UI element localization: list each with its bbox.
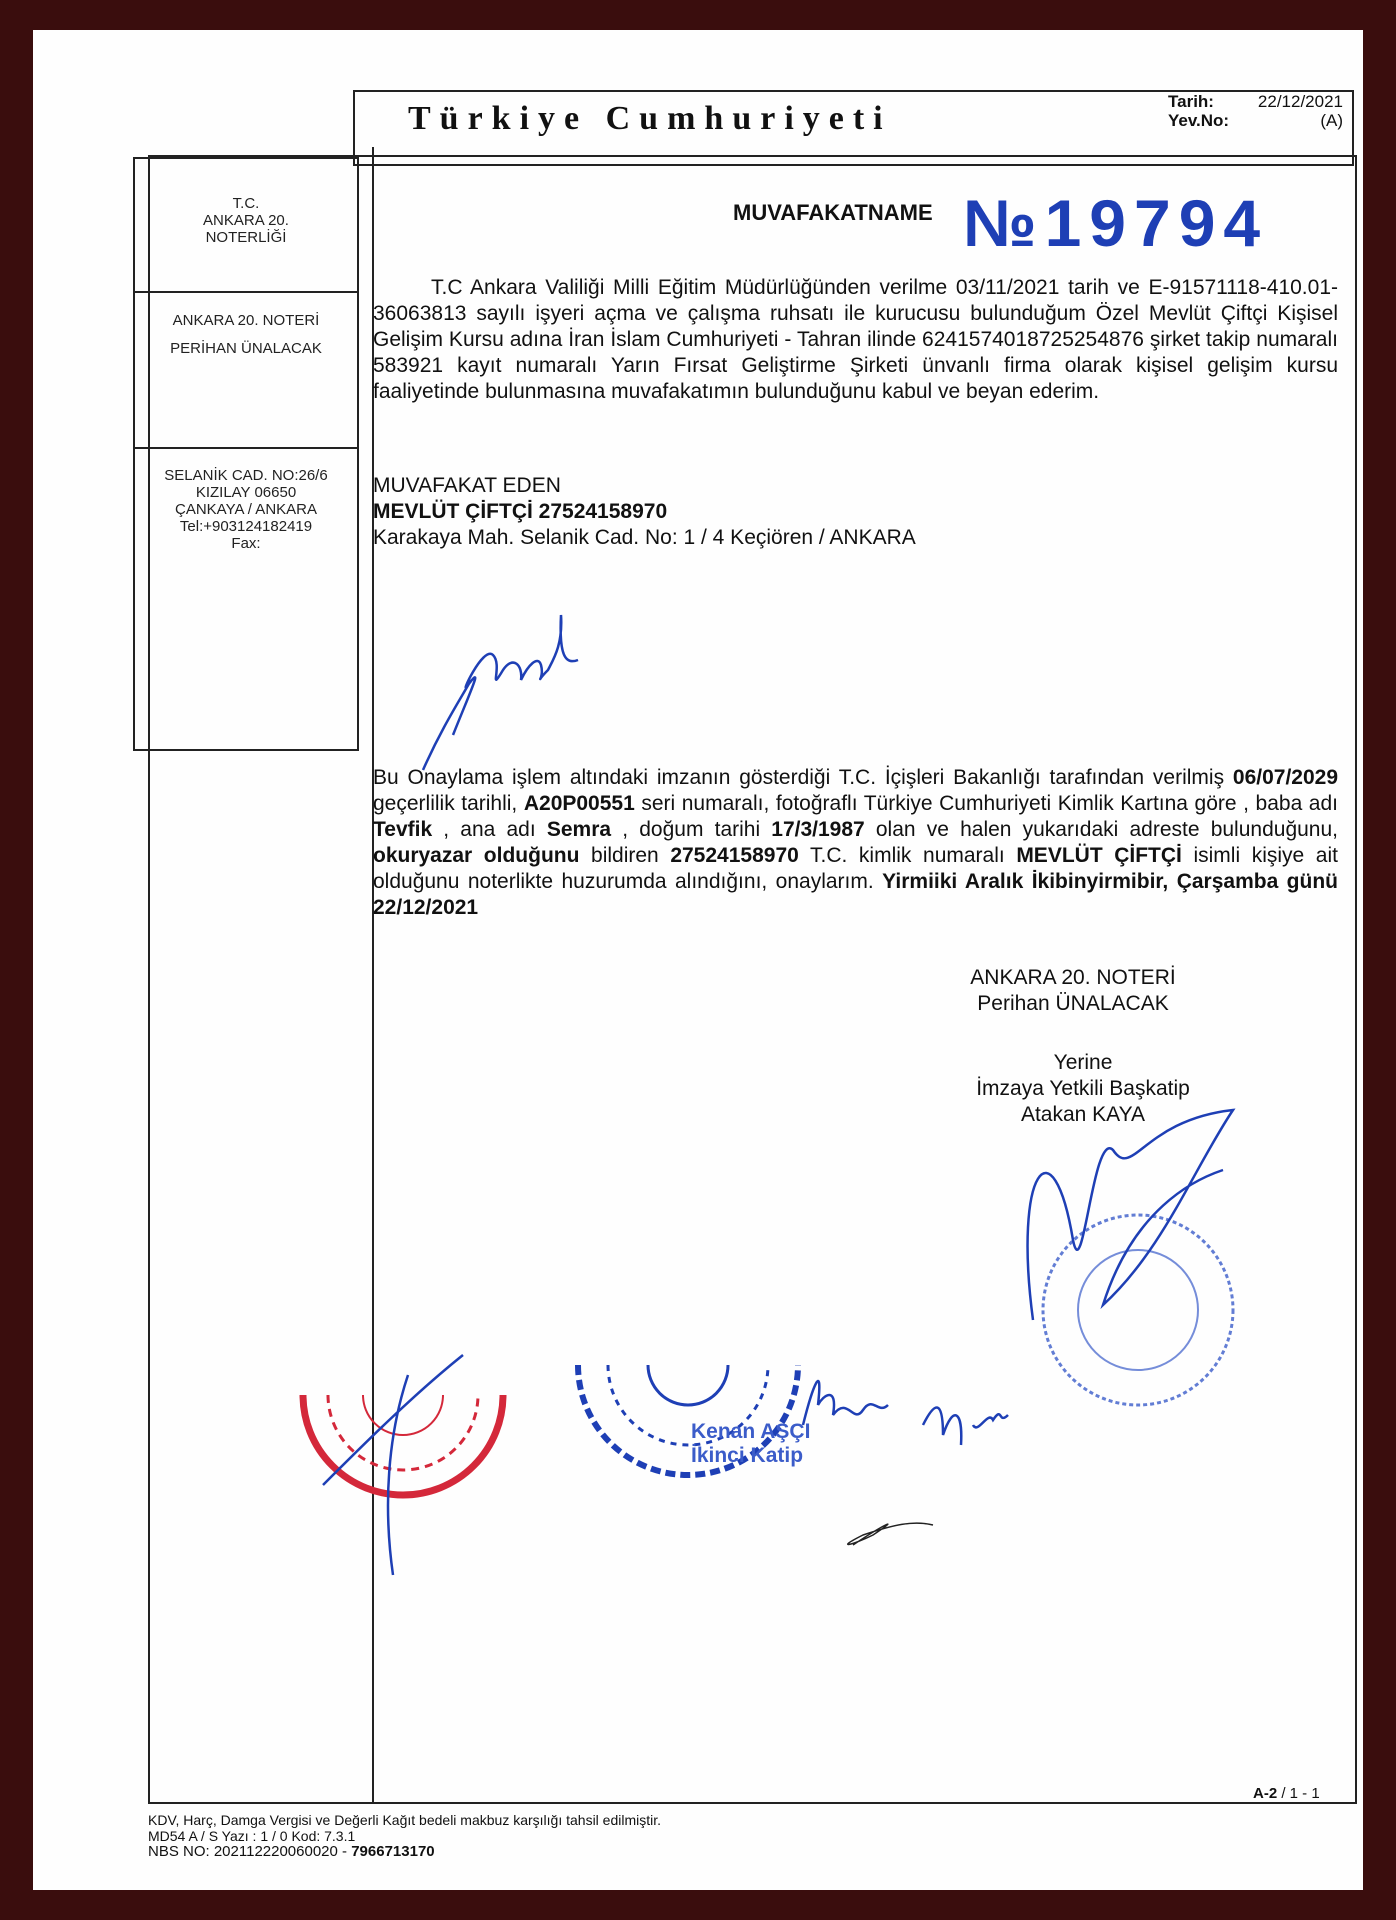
clerk-name: Atakan KAYA: [1020, 1103, 1146, 1126]
cert-text: geçerlilik tarihli,: [373, 792, 524, 815]
date-block: [1168, 92, 1343, 130]
page-count: / 1 - 1: [1277, 1785, 1320, 1802]
cert-name: MEVLÜT ÇİFTÇİ: [1016, 844, 1182, 867]
date-label: Tarih:: [1168, 92, 1214, 111]
notary-office: ANKARA 20. NOTERİ: [172, 312, 320, 329]
notary-box: [135, 293, 357, 449]
page-number: [1253, 1785, 1320, 1802]
clerk-signature: [793, 1365, 1063, 1565]
cert-id: 27524158970: [670, 844, 799, 867]
footer-nbs-code: 7966713170: [351, 1843, 435, 1860]
office-line: ANKARA 20.: [203, 212, 289, 229]
date-value: 22/12/2021: [1257, 92, 1343, 111]
notary-name: PERİHAN ÜNALACAK: [170, 340, 322, 357]
address-line: ÇANKAYA / ANKARA: [175, 501, 317, 518]
certification-text: [373, 765, 1338, 921]
consenter-signature: [413, 585, 593, 775]
stamp-clerk-name: Kenan AŞÇI: [691, 1420, 811, 1443]
left-column: [133, 157, 359, 751]
footer-nbs: NBS NO: 202112220060020 -: [148, 1843, 352, 1860]
clerk-title: İmzaya Yetkili Başkatip: [976, 1077, 1190, 1100]
cert-father: Tevfik: [373, 818, 433, 841]
cert-mother: Semra: [546, 818, 612, 841]
document-number: №19794: [963, 186, 1269, 260]
cert-text: , ana adı: [432, 818, 547, 841]
cert-birthdate: 17/3/1987: [771, 818, 865, 841]
cert-text: Bu Onaylama işlem altındaki imzanın gösterdiği T.C. İçişleri Bakanlığı tarafından verilmiş: [373, 766, 1233, 789]
country-title: Türkiye Cumhuriyeti: [408, 100, 892, 137]
cert-text: isimli kişiye ait olduğunu noterlikte huzurumda alındığını, onaylarım.: [373, 844, 1338, 893]
notary-seal: [993, 1090, 1253, 1370]
page-code: A-2: [1253, 1785, 1278, 1802]
instead-label: Yerine: [1053, 1051, 1113, 1074]
yevno-value: (A): [1320, 111, 1343, 130]
document-title: MUVAFAKATNAME: [733, 200, 933, 225]
yevno-label: Yev.No:: [1168, 111, 1230, 130]
stamp-clerk-title: İkinci Katip: [691, 1444, 804, 1467]
notary-name: Perihan ÜNALACAK: [977, 992, 1169, 1015]
office-box: [135, 159, 357, 293]
cert-text: olan ve halen yukarıdaki adreste bulunduğunu,: [864, 818, 1338, 841]
address-line: SELANİK CAD. NO:26/6: [164, 467, 328, 484]
consenter-block: [373, 473, 916, 551]
footer-code: MD54 A / S Yazı : 1 / 0 Kod: 7.3.1: [148, 1828, 356, 1844]
cert-text: bildiren: [579, 844, 671, 867]
footer-tax-note: KDV, Harç, Damga Vergisi ve Değerli Kağıt bedeli makbuz karşılığı tahsil edilmiştir.: [148, 1812, 662, 1828]
address-line: KIZILAY 06650: [195, 484, 297, 501]
address-line: Fax:: [231, 535, 261, 552]
cert-date: Yirmiiki Aralık İkibinyirmibir, Çarşamba günü 22/12/2021: [373, 870, 1338, 919]
consent-body: T.C Ankara Valiliği Milli Eğitim Müdürlüğünden verilme 03/11/2021 tarih ve E-91571118-410.01-36063813 sayılı işyeri açma ve çalışma ruhsatı ile kurucusu bulunduğum Özel Mevlüt Çiftçi Kişisel Gelişim Kursu adına İran İslam Cumhuriyeti - Tahran ilinde 6241574018725254876 şirket takip numaralı 583921 kayıt numaralı Yarın Fırsat Geliştirme Şirketi ünvanlı firma olarak kişisel gelişim kursu faaliyetinde bulunmasına muvafakatımın bulunduğunu kabul ve beyan ederim.: [373, 276, 1338, 403]
office-line: NOTERLİĞİ: [205, 229, 287, 246]
cert-valid-date: 06/07/2029: [1232, 766, 1338, 789]
address-line: Tel:+903124182419: [179, 518, 313, 535]
address-box: [135, 449, 357, 745]
document-page: [33, 30, 1363, 1890]
cert-text: seri numaralı, fotoğraflı Türkiye Cumhuriyeti Kimlik Kartına göre , baba adı: [634, 792, 1338, 815]
red-stamp: [303, 1355, 503, 1585]
office-line: T.C.: [232, 195, 260, 212]
notary-office: ANKARA 20. NOTERİ: [970, 966, 1176, 989]
consenter-label: MUVAFAKAT EDEN: [373, 474, 561, 497]
cert-serial: A20P00551: [523, 792, 635, 815]
cert-text: T.C. kimlik numaralı: [798, 844, 1017, 867]
notary-signature-block: [968, 965, 1178, 1017]
consenter-address: Karakaya Mah. Selanik Cad. No: 1 / 4 Keçiören / ANKARA: [373, 526, 916, 549]
footer: [148, 1812, 661, 1860]
cert-literacy: okuryazar olduğunu: [373, 844, 580, 867]
consenter-name: MEVLÜT ÇİFTÇİ 27524158970: [373, 500, 668, 523]
cert-text: , doğum tarihi: [611, 818, 772, 841]
